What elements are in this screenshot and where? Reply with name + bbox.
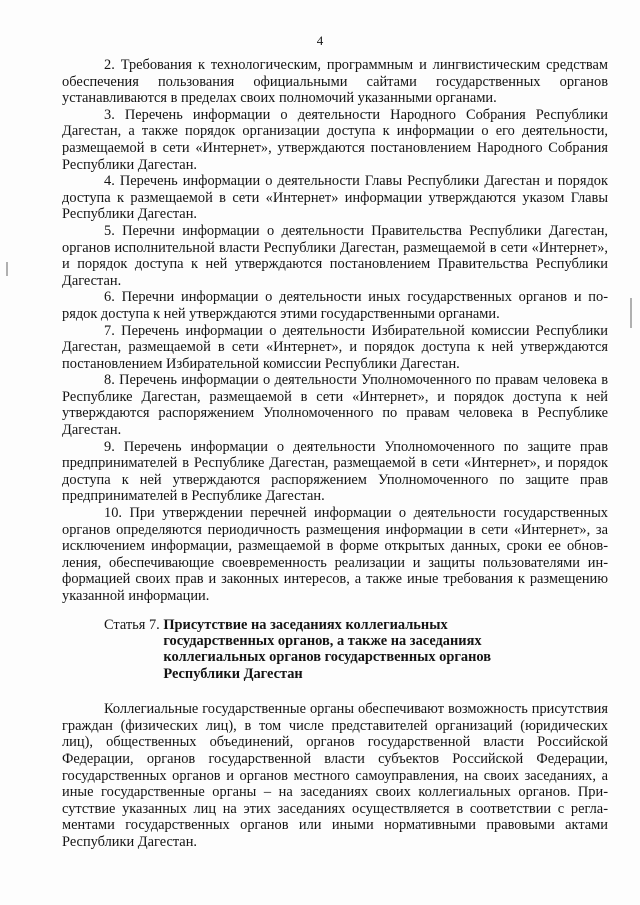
- paragraph-6: 6. Перечни информации о деятельности иных государственных органов и порядок доступа к ней утверждаются этими государственными органами.: [62, 289, 608, 322]
- paragraph-10: 10. При утверждении перечней информации о деятельности государственных органов определяются периодичность размещения информации в сети «Интернет», за исключением информации, размещаемой в форме открытых данных, сроки ее обновления, обеспечивающие своевременность реализации и защиты пользователями информацией своих прав и законных интересов, а также иные требования к размещению указанной информации.: [62, 505, 608, 604]
- article-title: Присутствие на заседаниях коллегиальных государственных органов, а также на заседаниях коллегиальных органов государственных органов Республики Дагестан: [163, 616, 491, 682]
- paragraph-8: 8. Перечень информации о деятельности Уполномоченного по правам человека в Республике Дагестан, размещаемой в сети «Интернет», и порядок доступа к ней утверждаются распоряжением Уполномоченного по правам человека в Республике Дагестан.: [62, 372, 608, 439]
- article-number: Статья 7.: [104, 616, 164, 633]
- paragraph-2: 2. Требования к технологическим, программным и лингвистическим средствам обеспечения пользования официальными сайтами государственных органов устанавливаются в пределах своих полномочий указанными органами.: [62, 57, 608, 107]
- scan-mark-left: [6, 262, 8, 276]
- scan-mark-right: [630, 298, 632, 328]
- page-number: 4: [316, 33, 324, 48]
- article-7-heading: [104, 617, 608, 683]
- document-body: [62, 57, 608, 851]
- paragraph-4: 4. Перечень информации о деятельности Главы Республики Дагестан и порядок доступа к размещаемой в сети «Интернет» информации утверждаются указом Главы Республики Дагестан.: [62, 173, 608, 223]
- paragraph-5: 5. Перечни информации о деятельности Правительства Республики Дагестан, органов исполнительной власти Республики Дагестан, размещаемой в сети «Интернет», и порядок доступа к ней утверждаются постановлением Правительства Республики Дагестан.: [62, 222, 608, 289]
- paragraph-9: 9. Перечень информации о деятельности Уполномоченного по защите прав предпринимателей в Республике Дагестан, размещаемой в сети «Интернет», и порядок доступа к ней утверждаются распоряжением Уполномоченного по защите прав предпринимателей в Республике Дагестан.: [62, 438, 608, 505]
- paragraph-7: 7. Перечень информации о деятельности Избирательной комиссии Республики Дагестан, размещаемой в сети «Интернет», и порядок доступа к ней утверждаются постановлением Избирательной комиссии Республики Дагестан.: [62, 322, 608, 372]
- article-7-body: Коллегиальные государственные органы обеспечивают возможность присутствия граждан (физических лиц), в том числе представителей организаций (юридических лиц), общественных объединений, органов государственной власти Российской Федерации, органов государственной власти субъектов Российской Федерации, государственных органов и органов местного самоуправления, на своих заседаниях, а иные государственные органы – на заседаниях своих коллегиальных органов. Присутствие указанных лиц на этих заседаниях осуществляется в соответствии с регламентами государственных органов или иными нормативными правовыми актами Республики Дагестан.: [62, 701, 608, 850]
- paragraph-3: 3. Перечень информации о деятельности Народного Собрания Республики Дагестан, а также порядок организации доступа к информации о его деятельности, размещаемой в сети «Интернет», утверждаются постановлением Народного Собрания Республики Дагестан.: [62, 106, 608, 173]
